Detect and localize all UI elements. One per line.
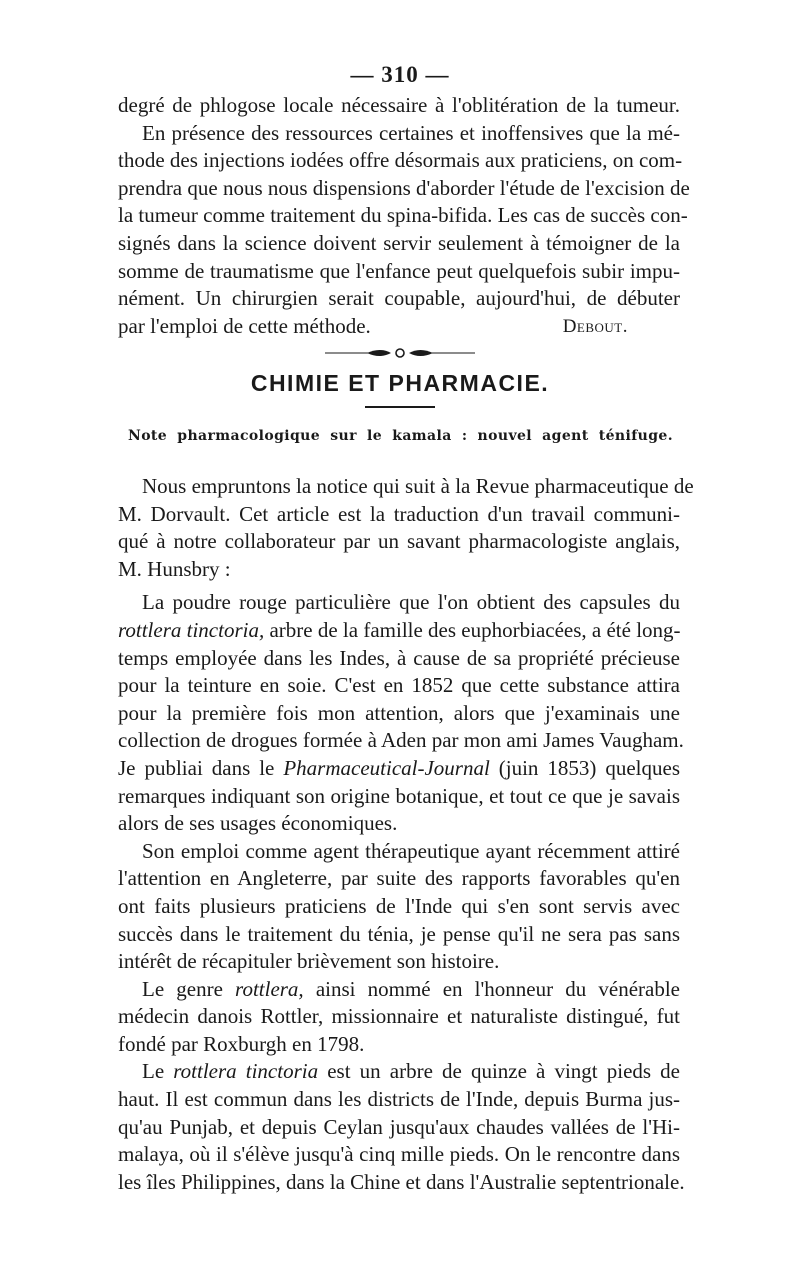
text-line: thode des injections iodées offre désormais aux praticiens, on com-: [118, 148, 683, 173]
text-line: M. Dorvault. Cet article est la traduction d'un travail communi-: [118, 501, 680, 526]
text-fragment: est un arbre de quinze à vingt pieds de: [318, 1059, 680, 1084]
text-line: prendra que nous nous dispensions d'aborder l'étude de l'excision de: [118, 175, 690, 200]
section-title: CHIMIE ET PHARMACIE.: [250, 370, 550, 396]
text-line: Nous empruntons la notice qui suit à la Revue pharmaceutique de: [142, 474, 694, 498]
text-line: pour la première fois mon attention, alors que j'examinais une: [118, 700, 680, 725]
text-line: alors de ses usages économiques.: [118, 811, 398, 836]
text-line: [118, 617, 680, 645]
text-fragment: ainsi nommé en l'honneur du vénérable: [303, 976, 680, 1001]
intro-text: [118, 92, 690, 340]
text-line: En présence des ressources certaines et inoffensives que la mé-: [142, 120, 680, 145]
text-line: [118, 755, 680, 783]
text-line: remarques indiquant son origine botanique, et tout ce que je savais: [118, 783, 680, 808]
text-fragment: (juin 1853) quelques: [489, 755, 681, 780]
text-line: succès dans le traitement du ténia, je pense qu'il ne sera pas sans: [118, 921, 680, 946]
text-line: degré de phlogose locale nécessaire à l'oblitération de la tumeur.: [118, 93, 680, 117]
text-line: Son emploi comme agent thérapeutique ayant récemment attiré: [142, 838, 680, 863]
text-line: fondé par Roxburgh en 1798.: [118, 1031, 365, 1056]
text-fragment: rottlera tinctoria,: [118, 617, 265, 642]
text-fragment: Je publiai dans le: [118, 755, 284, 780]
text-fragment: Le genre: [142, 976, 236, 1001]
page-number: — 310 —: [350, 62, 450, 87]
text-fragment: Le: [142, 1059, 174, 1084]
text-line: [118, 313, 680, 341]
text-line: pour la teinture en soie. C'est en 1852 que cette substance attira: [118, 673, 680, 698]
text-line: nément. Un chirurgien serait coupable, aujourd'hui, de débuter: [118, 286, 680, 311]
article-title: Note pharmacologique sur le kamala : nouvel agent ténifuge.: [128, 428, 673, 444]
text-line: M. Hunsbry :: [118, 556, 231, 581]
text-line: haut. Il est commun dans les districts de l'Inde, depuis Burma jus-: [118, 1087, 680, 1112]
text-line: qué à notre collaborateur par un savant pharmacologiste anglais,: [118, 529, 680, 554]
text-line: temps employée dans les Indes, à cause de sa propriété précieuse: [118, 645, 680, 670]
text-fragment: rottlera,: [235, 976, 304, 1001]
text-fragment: Pharmaceutical-Journal: [283, 755, 490, 780]
text-fragment: rottlera tinctoria: [173, 1059, 319, 1084]
text-line: [118, 976, 680, 1004]
text-line: signés dans la science doivent servir seulement à témoigner de la: [118, 230, 680, 255]
text-fragment: arbre de la famille des euphorbiacées, a été long-: [264, 617, 681, 642]
text-line: médecin danois Rottler, missionnaire et naturaliste distingué, fut: [118, 1004, 680, 1029]
author-signature: Debout.: [562, 315, 628, 337]
ornament-divider-icon: [325, 343, 475, 363]
article-body: [118, 473, 694, 1196]
text-line: les îles Philippines, dans la Chine et dans l'Australie septentrionale.: [118, 1169, 685, 1194]
text-fragment: par l'emploi de cette méthode.: [118, 313, 371, 338]
text-line: somme de traumatisme que l'enfance peut quelquefois subir impu-: [118, 258, 680, 283]
text-line: l'attention en Angleterre, par suite des rapports favorables qu'en: [118, 866, 680, 891]
text-line: intérêt de récapituler brièvement son histoire.: [118, 949, 500, 974]
text-line: La poudre rouge particulière que l'on obtient des capsules du: [142, 590, 680, 615]
text-line: malaya, où il s'élève jusqu'à cinq mille pieds. On le rencontre dans: [118, 1142, 680, 1167]
text-line: [118, 1058, 680, 1086]
text-line: ont faits plusieurs praticiens de l'Inde qui s'en sont servis avec: [118, 893, 680, 918]
text-line: la tumeur comme traitement du spina-bifida. Les cas de succès con-: [118, 203, 688, 228]
text-line: collection de drogues formée à Aden par mon ami James Vaugham.: [118, 728, 684, 753]
section-title-rule: [365, 406, 435, 408]
text-line: qu'au Punjab, et depuis Ceylan jusqu'aux chaudes vallées de l'Hi-: [118, 1114, 680, 1139]
